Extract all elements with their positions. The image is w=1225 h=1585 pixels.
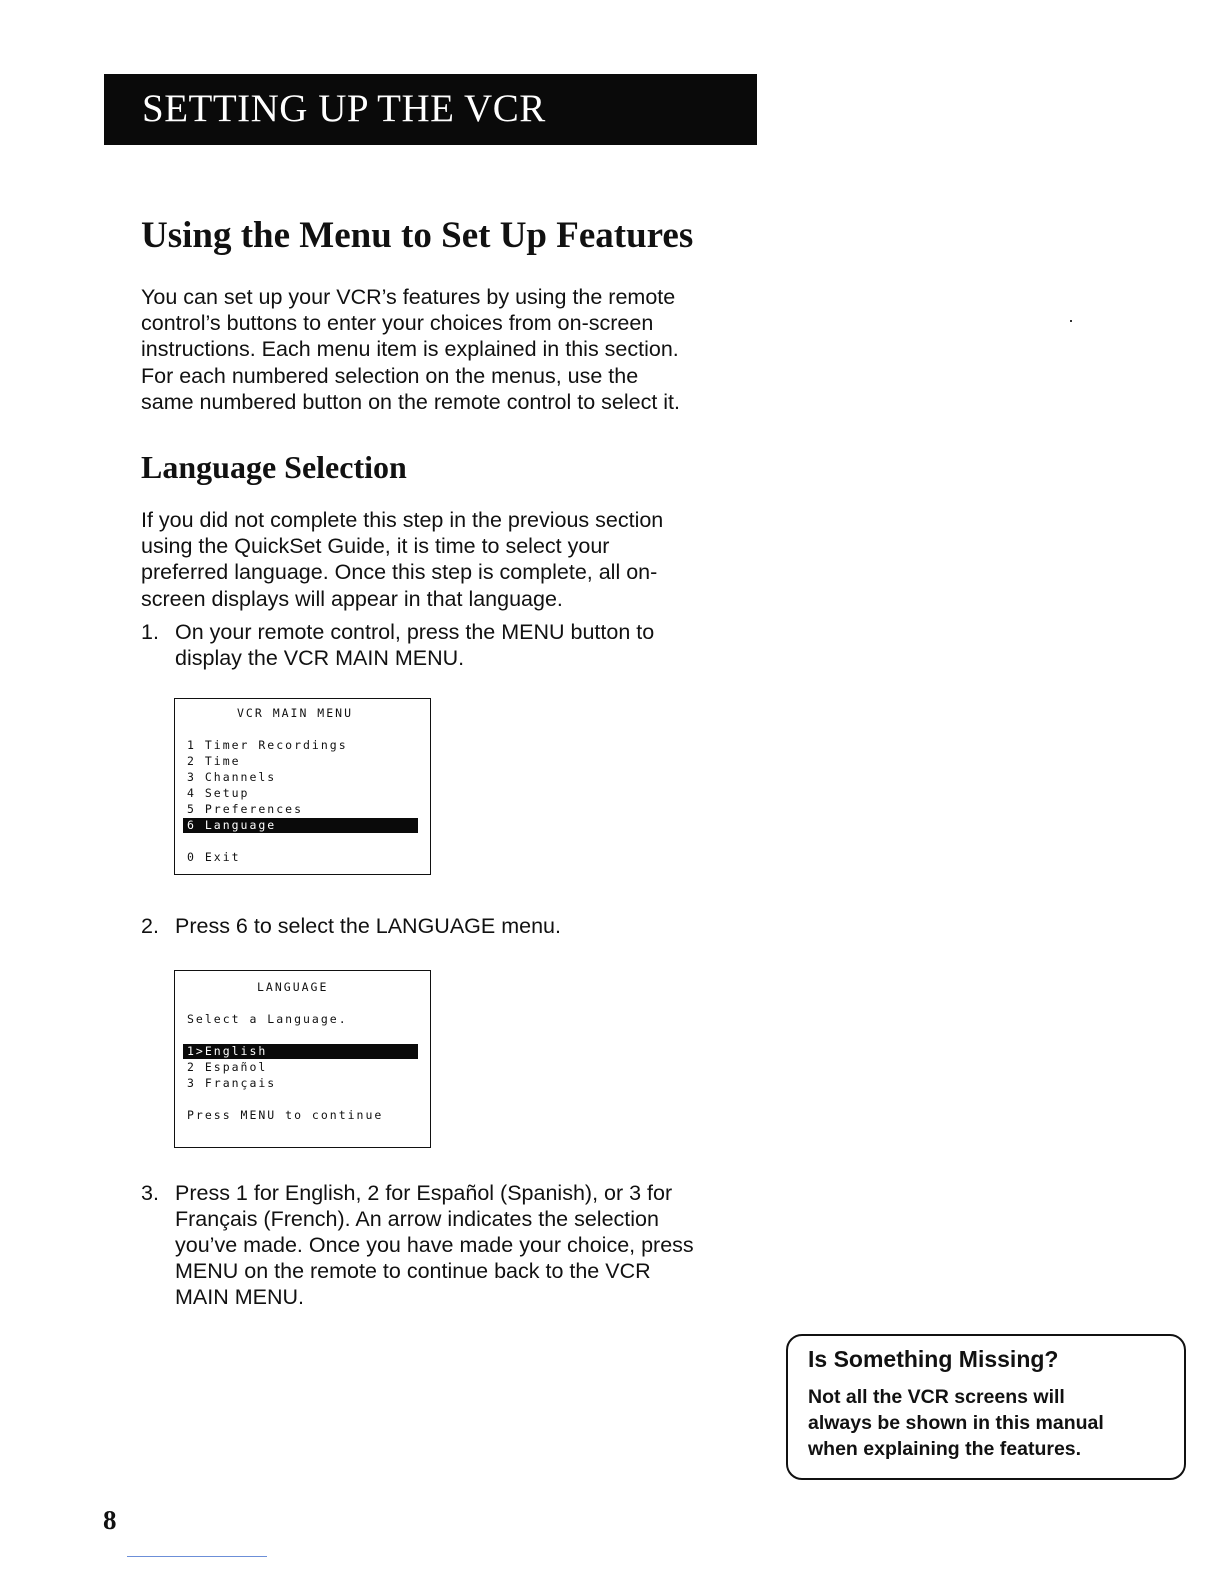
sidebar-line: Not all the VCR screens will xyxy=(808,1386,1065,1408)
step-line: Français (French). An arrow indicates the selection xyxy=(175,1207,659,1231)
menu-item: 5 Preferences xyxy=(187,802,304,816)
sidebar-note xyxy=(786,1334,1186,1480)
menu-item: 3 Channels xyxy=(187,770,277,784)
step-line: you’ve made. Once you have made your choice, press xyxy=(175,1233,694,1257)
intro-line: You can set up your VCR’s features by using the remote xyxy=(141,285,676,309)
language-option: 3 Français xyxy=(187,1076,277,1090)
page-number: 8 xyxy=(103,1505,117,1535)
sidebar-body xyxy=(808,1384,1178,1462)
sidebar-line: always be shown in this manual xyxy=(808,1412,1104,1434)
menu-item: 2 Time xyxy=(187,754,241,768)
heading-language-selection: Language Selection xyxy=(141,449,407,485)
screen-title: VCR MAIN MENU xyxy=(237,706,354,720)
scan-speck xyxy=(1070,320,1072,322)
menu-item-highlighted-label: 6 Language xyxy=(187,818,277,832)
language-paragraph xyxy=(141,507,663,612)
language-option-highlighted-label: 1>English xyxy=(187,1044,268,1058)
heading-using-menu: Using the Menu to Set Up Features xyxy=(141,215,694,256)
step-number: 2. xyxy=(141,914,159,938)
step-line: Press 1 for English, 2 for Español (Spanish), or 3 for xyxy=(175,1181,673,1205)
step-number: 3. xyxy=(141,1181,159,1205)
language-option-highlighted xyxy=(183,1044,418,1059)
language-prompt: Select a Language. xyxy=(187,1012,348,1026)
language-line: using the QuickSet Guide, it is time to select your xyxy=(141,534,610,559)
intro-line: For each numbered selection on the menus, use the xyxy=(141,363,639,388)
bottom-rule xyxy=(127,1556,267,1557)
intro-line: same numbered button on the remote control to select it. xyxy=(141,389,680,414)
step-line: MAIN MENU. xyxy=(175,1285,304,1309)
vcr-main-menu-screen xyxy=(174,698,431,875)
sidebar-title: Is Something Missing? xyxy=(808,1346,1059,1372)
step-line: MENU on the remote to continue back to the VCR xyxy=(175,1259,651,1283)
intro-line: control’s buttons to enter your choices from on-screen xyxy=(141,311,654,336)
section-header-title: SETTING UP THE VCR xyxy=(142,87,546,130)
language-line: screen displays will appear in that language. xyxy=(141,586,563,611)
section-header-bar xyxy=(104,74,757,145)
screen-footer: Press MENU to continue xyxy=(187,1108,384,1122)
step-text xyxy=(175,913,765,939)
screen-title: LANGUAGE xyxy=(257,980,329,994)
intro-line: instructions. Each menu item is explained in this section. xyxy=(141,337,679,362)
language-line: If you did not complete this step in the previous section xyxy=(141,508,664,532)
intro-paragraph xyxy=(141,284,680,415)
step-line: Press 6 to select the LANGUAGE menu. xyxy=(175,914,561,938)
language-line: preferred language. Once this step is complete, all on- xyxy=(141,560,658,585)
menu-item: 4 Setup xyxy=(187,786,250,800)
language-screen xyxy=(174,970,431,1148)
menu-item: 1 Timer Recordings xyxy=(187,738,348,752)
step-line: display the VCR MAIN MENU. xyxy=(175,646,465,670)
language-option: 2 Español xyxy=(187,1060,268,1074)
menu-item-highlighted xyxy=(183,818,418,833)
menu-item-exit: 0 Exit xyxy=(187,850,241,864)
step-number: 1. xyxy=(141,620,159,644)
sidebar-line: when explaining the features. xyxy=(808,1438,1082,1460)
step-line: On your remote control, press the MENU button to xyxy=(175,620,655,644)
step-text xyxy=(175,619,765,671)
step-text xyxy=(175,1180,765,1310)
